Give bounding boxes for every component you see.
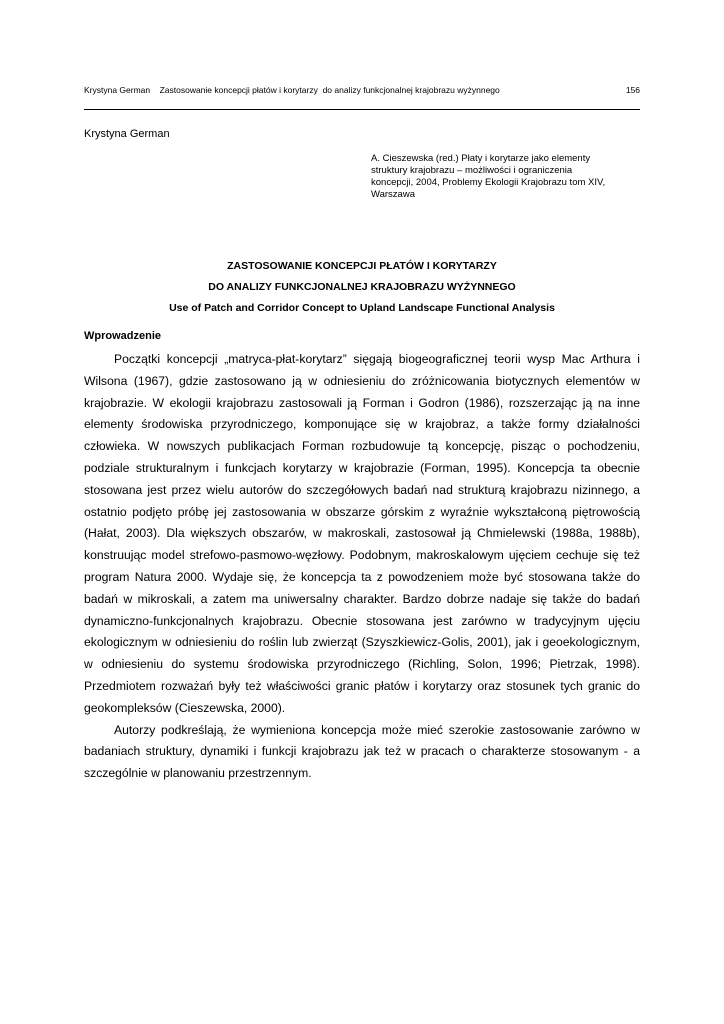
paragraph-2: Autorzy podkreślają, że wymieniona koncepcja może mieć szerokie zastosowanie zarówno w badaniach struktury, dynamiki i funkcji krajobrazu jak też w pracach o charakterze stosowanym - a szczególnie w planowaniu przestrzennym.: [84, 722, 640, 781]
citation-block: A. Cieszewska (red.) Płaty i korytarze jako elementy struktury krajobrazu – możliwości i ograniczenia koncepcji, 2004, Problemy Ekologii Krajobrazu tom XIV, Warszawa: [371, 153, 606, 200]
article-title-english: Use of Patch and Corridor Concept to Upland Landscape Functional Analysis: [169, 302, 555, 314]
section-heading: Wprowadzenie: [84, 330, 162, 342]
article-title-block: [84, 256, 640, 319]
paragraph-1: Początki koncepcji „matryca-płat-korytarz” sięgają biogeograficznej teorii wysp Mac Arthura i Wilsona (1967), gdzie zastosowano ją w odniesieniu do zróżnicowania biotycznych elementów w krajobrazie. W ekologii krajobrazu zastosowali ją Forman i Godron (1986), rozszerzając ją na inne elementy środowiska przyrodniczego, komponujące się w krajobraz, a także formy działalności człowieka. W nowszych publikacjach Forman rozbudowuje tą koncepcję, pisząc o pochodzeniu, podziale strukturalnym i funkcjach korytarzy w krajobrazie (Forman, 1995). Koncepcja ta obecnie stosowana jest przez wielu autorów do szczegółowych badań nad strukturą krajobrazu nizinnego, a ostatnio podjęto próbę jej zastosowania w obszarze górskim z wyraźnie wykształconą piętrowością (Hałat, 2003). Dla większych obszarów, w makroskali, zastosował ją Chmielewski (1988a, 1988b), konstruując model strefowo-pasmowo-węzłowy. Podobnym, makroskalowym ujęciem cechuje się też program Natura 2000. Wydaje się, że koncepcja ta z powodzeniem może być stosowana także do badań w mikroskali, a zatem ma uniwersalny charakter. Bardzo dobrze nadaje się także do badań dynamiczno-funkcjonalnych krajobrazu. Obecnie stosowana jest zarówno w tradycyjnym ujęciu ekologicznym w odniesieniu do roślin lub zwierząt (Szyszkiewicz-Golis, 2001), jak i geoekologicznym, w odniesieniu do systemu środowiska przyrodniczego (Richling, Solon, 1996; Pietrzak, 1998). Przedmiotem rozważań były też właściwości granic płatów i korytarzy oraz stosunek tych granic do geokompleksów (Cieszewska, 2000).: [84, 352, 640, 715]
running-header-title: Krystyna German Zastosowanie koncepcji płatów i korytarzy do analizy funkcjonalnej krajobrazu wyżynnego: [84, 85, 500, 95]
author-name: Krystyna German: [84, 128, 170, 140]
article-title-line-2: DO ANALIZY FUNKCJONALNEJ KRAJOBRAZU WYŻYNNEGO: [208, 281, 516, 293]
header-divider: [84, 109, 640, 110]
page-number: 156: [625, 85, 640, 95]
article-title-line-1: ZASTOSOWANIE KONCEPCJI PŁATÓW I KORYTARZY: [227, 260, 497, 272]
body-text: [84, 349, 640, 785]
